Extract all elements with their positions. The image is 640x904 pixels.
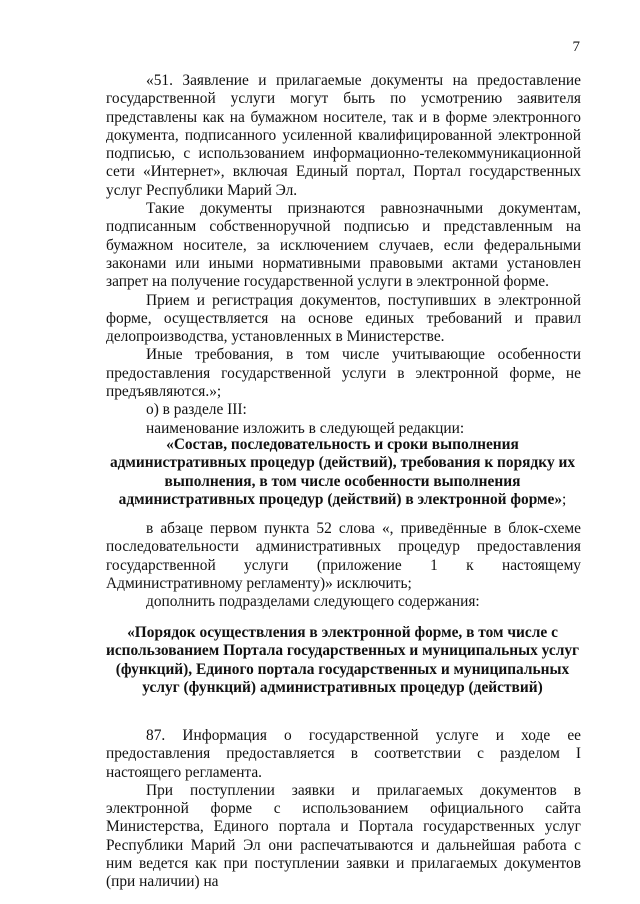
paragraph: Прием и регистрация документов, поступивших в электронной форме, осуществляется на основе единых требований и правил делопроизводства, установленных в Министерстве.	[106, 291, 581, 346]
heading-tail: ;	[562, 490, 567, 508]
paragraph: наименование изложить в следующей редакции:	[146, 419, 465, 437]
paragraph: При поступлении заявки и прилагаемых документов в электронной форме с использованием официального сайта Министерства, Единого портала и Портала государственных услуг Республики Марий Эл они распечатываются и дальнейшая работа с ним ведется как при поступлении заявки и прилагаемых документов (при наличии) на	[106, 781, 581, 891]
paragraph: Иные требования, в том числе учитывающие особенности предоставления государственной услуги в электронной форме, не предъявляются.»;	[106, 346, 581, 401]
section-heading	[100, 436, 585, 509]
paragraph: «51. Заявление и прилагаемые документы на предоставление государственной услуги могут быть по усмотрению заявителя представлены как на бумажном носителе, так и в форме электронного документа, подписанного усиленной квалифицированной электронной подписью, с использованием информационно-телекоммуникационной сети «Интернет», включая Единый портал, Портал государственных услуг Республики Марий Эл.	[106, 72, 581, 199]
amendment-text	[106, 520, 581, 611]
section-51-text	[106, 72, 581, 438]
subsection-heading: «Порядок осуществления в электронной форме, в том числе с использованием Портала государственных и муниципальных услуг (функций), Единого портала государственных и муниципальных услуг (функций) административных процедур (действий)	[105, 624, 580, 696]
paragraph: дополнить подразделами следующего содержания:	[146, 593, 480, 611]
paragraph: в абзаце первом пункта 52 слова «, приведённые в блок-схеме последовательности административных процедур предоставления государственной услуги (приложение 1 к настоящему Административному регламенту)» исключить;	[106, 520, 581, 592]
paragraph: 87. Информация о государственной услуге и ходе ее предоставления предоставляется в соответствии с разделом I настоящего регламента.	[106, 727, 581, 781]
heading-text: «Состав, последовательность и сроки выполнения административных процедур (действий), требования к порядку их выполнения, в том числе особенности выполнения административных процедур (действий) в электронной форме»	[109, 436, 576, 508]
paragraph: о) в разделе III:	[146, 401, 247, 419]
section-87-text	[106, 727, 581, 892]
page-number: 7	[572, 39, 580, 55]
paragraph: Такие документы признаются равнозначными документам, подписанным собственноручной подписью и представленным на бумажном носителе, за исключением случаев, если федеральными законами или иными нормативными правовыми актами установлен запрет на получение государственной услуги в электронной форме.	[106, 200, 581, 291]
